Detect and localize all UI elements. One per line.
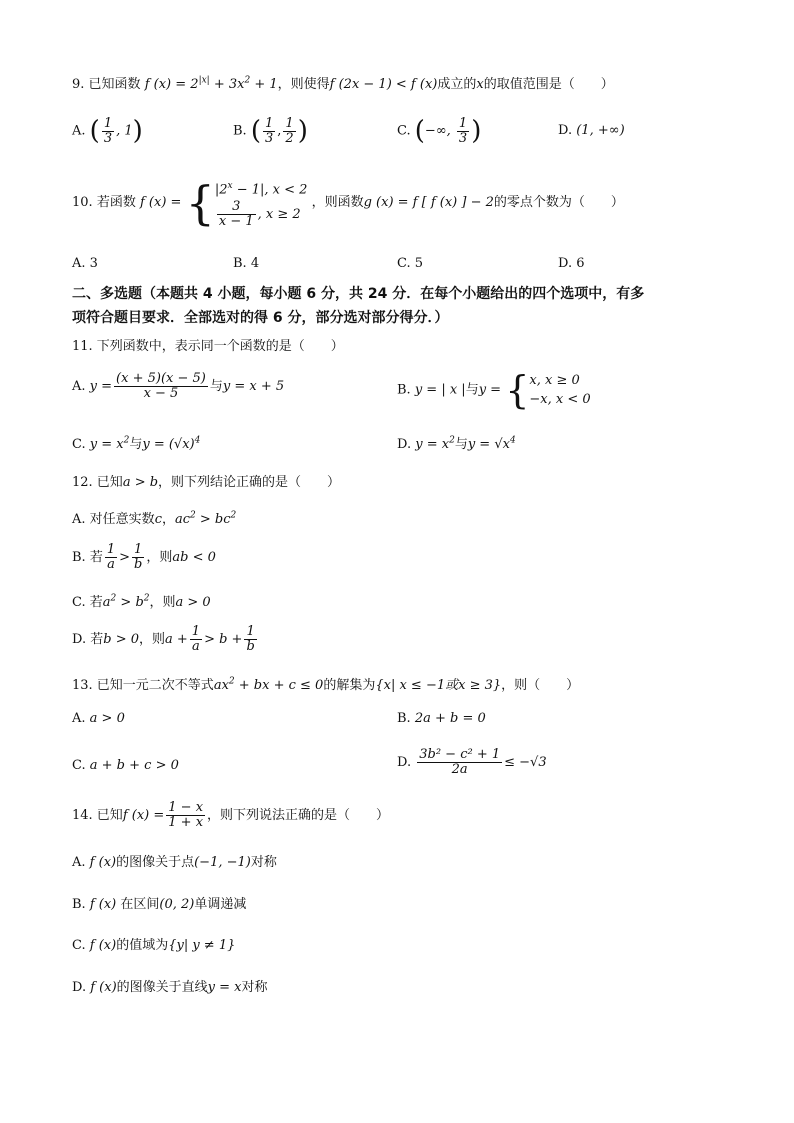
q12-option-c[interactable]: C. 若$a^2 > b^2$，则a > 0 <box>72 593 211 610</box>
q10-option-c[interactable]: C. 5 <box>397 256 424 271</box>
q14-option-d[interactable]: D. f (x)的图像关于直线y = x对称 <box>72 980 268 995</box>
q10-option-b[interactable]: B. 4 <box>233 256 260 271</box>
q13-option-b[interactable]: B. 2a + b = 0 <box>397 711 486 726</box>
q13-option-c[interactable]: C. a + b + c > 0 <box>72 758 179 773</box>
q11-option-c[interactable]: C. $y = x^2$与$y = (√x)^4$ <box>72 435 201 452</box>
section-heading-cont: 项符合题目要求．全部选对的得 6 分，部分选对部分得分．） <box>72 310 449 326</box>
q9-stem <box>72 73 614 92</box>
q9-text: ，则使得 <box>277 77 330 92</box>
question-number: 10. <box>72 195 93 211</box>
q11-option-a[interactable]: A. y = $\frac{(x + 5)(x - 5)}{x - 5}$ 与y = x + 5 <box>72 371 285 401</box>
q9-variable: x <box>476 77 484 92</box>
q12-option-a[interactable]: A. 对任意实数c，$ac^2 > bc^2$ <box>72 510 237 527</box>
q14-option-c[interactable]: C. f (x)的值域为{y| y ≠ 1} <box>72 938 236 953</box>
q9-text: 已知函数 <box>88 77 141 92</box>
section-heading: 二、多选题（本题共 4 小题，每小题 6 分，共 24 分．在每个小题给出的四个选项中，有多 <box>72 286 645 302</box>
q11-option-b[interactable]: B. y = | x |与y = { x, x ≥ 0 −x, x < 0 <box>397 368 591 412</box>
q10-option-a[interactable]: A. 3 <box>72 256 98 271</box>
q9-option-b[interactable]: B. ( $\frac{1}{3}$ , $\frac{1}{2}$ ) <box>233 115 308 146</box>
q11-stem: 11. 下列函数中，表示同一个函数的是（ ） <box>72 339 344 354</box>
question-number: 9. <box>72 77 85 92</box>
q9-option-c[interactable]: C. (−∞, $\frac{1}{3}$ ) <box>397 115 482 146</box>
q9-option-d[interactable]: D. (1, +∞) <box>558 123 625 138</box>
q10-stem: 10. 若函数 f (x) = { $|2^x - 1|$, x < 2 $\frac{3}{x - 1}$ , x ≥ 2 ，则函数g (x) = f [ f (x) ] − 2的零点个数为（ ） <box>72 175 624 230</box>
q9-option-a[interactable]: A. ( $\frac{1}{3}$ , 1) <box>72 115 143 146</box>
q10-option-d[interactable]: D. 6 <box>558 256 585 271</box>
q13-option-d[interactable]: D. $\frac{\text{3b² − c² + 1}}{2a}$ ≤ −√3 <box>397 747 547 777</box>
q9-inequality: f (2x − 1) < f (x) <box>329 77 438 92</box>
q12-option-d[interactable]: D. 若b > 0，则a + $\frac{1}{a}$ > b + $\frac{1}{b}$ <box>72 624 255 654</box>
q9-text: 成立的 <box>437 77 477 92</box>
q14-option-a[interactable]: A. f (x)的图像关于点(−1, −1)对称 <box>72 855 277 870</box>
q12-stem: 12. 已知a > b，则下列结论正确的是（ ） <box>72 475 341 490</box>
q14-stem: 14. 已知f (x) = $\frac{1 - x}{1 + x}$ ，则下列说法正确的是（ ） <box>72 800 390 830</box>
q13-stem: 13. 已知一元二次不等式$ax^2$ + bx + c ≤ 0的解集为{x| x ≤ −1或x ≥ 3}，则（ ） <box>72 676 580 693</box>
q10-g-function: g (x) = f [ f (x) ] − 2 <box>363 195 494 211</box>
q14-option-b[interactable]: B. f (x) 在区间(0, 2)单调递减 <box>72 897 247 912</box>
q10-cases: $|2^x - 1|$, x < 2 $\frac{3}{x - 1}$ , x ≥ 2 <box>214 181 308 230</box>
q12-option-b[interactable]: B. 若 $\frac{1}{a}$ > $\frac{1}{b}$ ，则ab < 0 <box>72 542 216 572</box>
q11-option-d[interactable]: D. $y = x^2$与$y = √x^4$ <box>397 435 516 452</box>
q13-option-a[interactable]: A. a > 0 <box>72 711 125 726</box>
q10-function: f (x) = <box>139 195 182 211</box>
q9-text: 的取值范围是（ ） <box>483 77 614 92</box>
q9-function: f $(x) = 2^{|x|} + 3x^2 + 1$ <box>144 75 278 92</box>
